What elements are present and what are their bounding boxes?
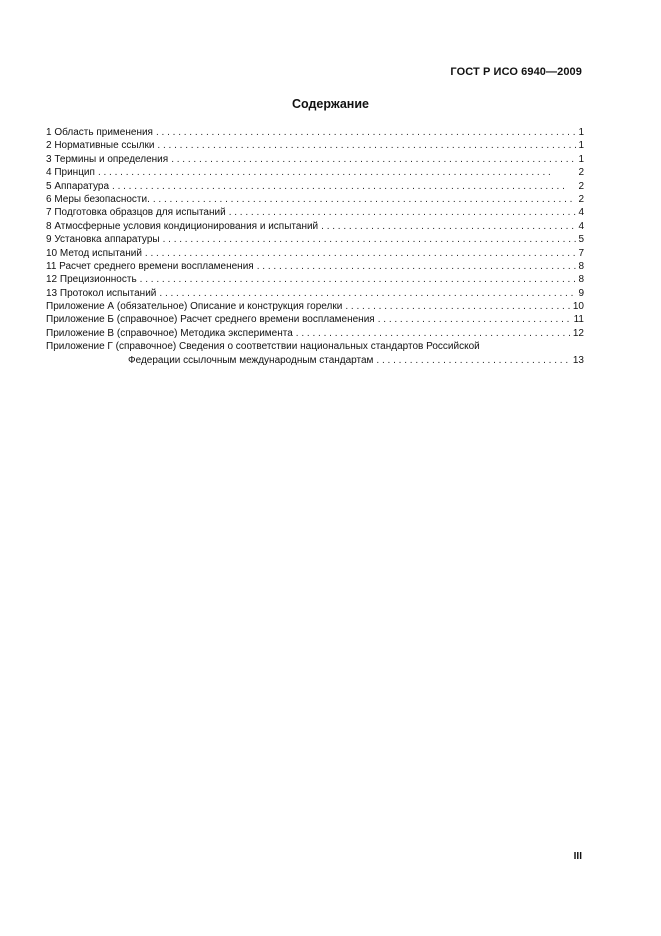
dot-leader	[163, 233, 577, 246]
toc-entry-4[interactable]	[46, 166, 584, 179]
toc-entry-label: 5 Аппаратура	[46, 180, 110, 192]
toc-entry-label: Приложение А (обязательное) Описание и конструкция горелки	[46, 301, 343, 313]
toc-entry-9[interactable]	[46, 233, 584, 246]
toc-entry-page: 4	[578, 207, 584, 219]
toc-entry-page: 4	[578, 220, 584, 232]
dot-leader	[145, 247, 577, 260]
dot-leader	[171, 153, 576, 166]
toc-entry-page: 13	[572, 354, 584, 366]
dot-leader	[153, 193, 577, 206]
dot-leader	[296, 327, 571, 340]
toc-entry-label: 4 Принцип	[46, 167, 95, 179]
dot-leader	[376, 354, 570, 367]
toc-entry-5[interactable]	[46, 180, 584, 193]
toc-entry-label: 11 Расчет среднего времени воспламенения	[46, 260, 254, 272]
dot-leader	[378, 313, 572, 326]
toc-entry-annex-g-line1[interactable]	[46, 340, 584, 353]
toc-title: Содержание	[291, 97, 369, 111]
toc-entry-label: 12 Прецизионность	[46, 274, 137, 286]
toc-entry-label: 3 Термины и определения	[46, 153, 169, 165]
toc-entry-page: 9	[578, 287, 584, 299]
toc-entry-label: 10 Метод испытаний	[46, 247, 142, 259]
toc-entry-page: 10	[572, 301, 584, 313]
toc-entry-2[interactable]	[46, 139, 584, 152]
toc-entry-label: Приложение В (справочное) Методика эксперимента	[46, 327, 293, 339]
dot-leader	[159, 287, 576, 300]
document-code: ГОСТ Р ИСО 6940—2009	[450, 66, 582, 78]
toc-entry-label: 9 Установка аппаратуры	[46, 234, 160, 246]
toc-entry-page: 2	[578, 193, 584, 205]
dot-leader	[156, 126, 576, 139]
toc-entry-page: 2	[578, 180, 584, 192]
toc-entry-page: 11	[573, 314, 584, 326]
toc-entry-page: 8	[578, 274, 584, 286]
toc-entry-page: 2	[578, 167, 584, 179]
toc-entry-annex-v[interactable]	[46, 327, 584, 340]
toc-entry-8[interactable]	[46, 220, 584, 233]
toc-entry-page: 8	[578, 260, 584, 272]
dot-leader	[98, 166, 577, 179]
dot-leader	[257, 260, 577, 273]
toc-entry-label: 1 Область применения	[46, 127, 153, 138]
toc-entry-11[interactable]	[46, 260, 584, 273]
toc-entry-label: Приложение Б (справочное) Расчет среднего времени воспламенения	[46, 314, 375, 326]
dot-leader	[229, 206, 577, 219]
toc-entry-label: 2 Нормативные ссылки	[46, 140, 155, 152]
toc-entry-page: 7	[578, 247, 584, 259]
toc-entry-10[interactable]	[46, 247, 584, 260]
toc-entry-12[interactable]	[46, 273, 584, 286]
page-folio: III	[573, 851, 582, 862]
toc-entry-annex-g-line2[interactable]	[46, 354, 584, 367]
toc-entry-page: 1	[578, 127, 584, 138]
toc-entry-annex-b[interactable]	[46, 313, 584, 326]
toc-entry-label: 13 Протокол испытаний	[46, 287, 157, 299]
toc-entry-7[interactable]	[46, 206, 584, 219]
toc-entry-annex-a[interactable]	[46, 300, 584, 313]
toc-entry-page: 1	[578, 140, 584, 152]
toc-entry-label: 8 Атмосферные условия кондиционирования и испытаний	[46, 220, 319, 232]
table-of-contents	[46, 126, 584, 367]
dot-leader	[112, 180, 576, 193]
dot-leader	[140, 273, 577, 286]
toc-entry-1[interactable]	[46, 126, 584, 139]
dot-leader	[321, 220, 576, 233]
toc-entry-page: 1	[578, 153, 584, 165]
toc-entry-label: 7 Подготовка образцов для испытаний	[46, 207, 226, 219]
toc-entry-label: Приложение Г (справочное) Сведения о соответствии национальных стандартов Российской	[46, 341, 480, 353]
toc-entry-label: Федерации ссылочным международным стандартам	[128, 354, 374, 366]
toc-entry-6[interactable]	[46, 193, 584, 206]
toc-entry-label: 6 Меры безопасности.	[46, 193, 150, 205]
dot-leader	[345, 300, 571, 313]
toc-entry-page: 12	[572, 327, 584, 339]
toc-entry-page: 5	[578, 234, 584, 246]
toc-entry-13[interactable]	[46, 287, 584, 300]
toc-entry-3[interactable]	[46, 153, 584, 166]
dot-leader	[157, 139, 576, 152]
